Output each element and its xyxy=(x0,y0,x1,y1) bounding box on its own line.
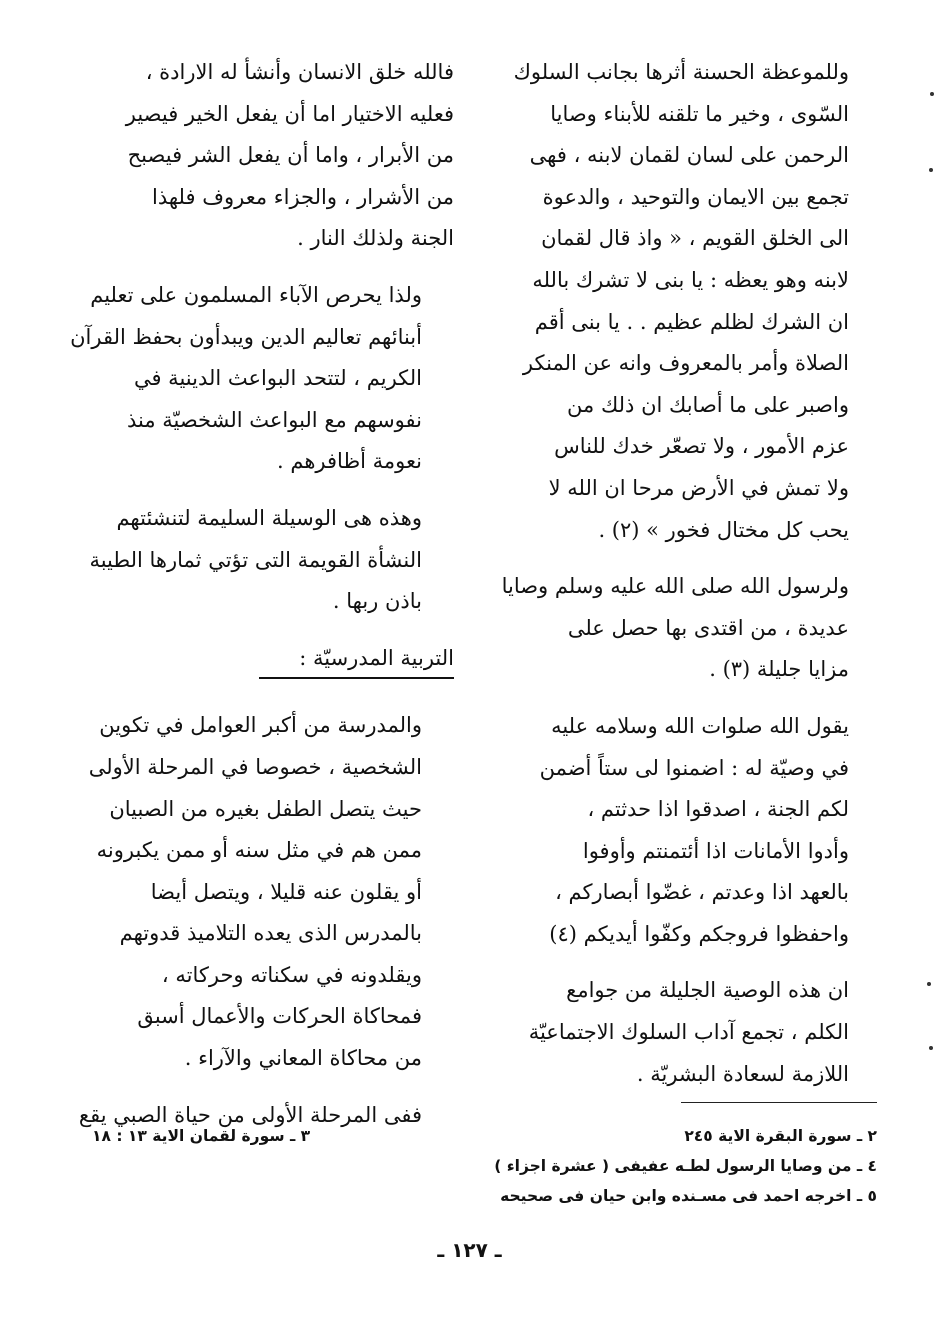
text-line: نعومة أظافرهم . xyxy=(277,449,422,474)
scan-speck xyxy=(929,1046,933,1050)
paragraph xyxy=(70,275,454,483)
paragraph xyxy=(513,52,881,551)
text-line: ولرسول الله صلى الله عليه وسلم وصايا xyxy=(501,574,849,599)
text-line: الجنة ولذلك النار . xyxy=(297,226,454,251)
text-line: الى الخلق القويم ، « واذ قال لقمان xyxy=(541,226,849,251)
text-line: فالله خلق الانسان وأنشأ له الارادة ، xyxy=(145,60,454,84)
page-number: ـ ١٢٧ ـ xyxy=(437,1238,502,1262)
right-column xyxy=(501,52,881,1110)
text-line: يقول الله صلوات الله وسلامه عليه xyxy=(551,713,849,738)
text-line: اللازمة لسعادة البشريّة . xyxy=(636,1061,849,1086)
paragraph xyxy=(501,566,881,691)
text-line: ان الشرك لظلم عظيم . . يا بنى أقم xyxy=(534,309,849,334)
footnote: ٤ ـ من وصايا الرسول لطـه عفيفى ( عشرة اجزاء ) xyxy=(494,1157,877,1175)
text-line: الكريم ، لتتحد البواعث الدينية في xyxy=(133,366,422,391)
footnotes-right xyxy=(494,1121,877,1211)
text-line: عديدة ، من اقتدى بها حصل على xyxy=(567,615,849,640)
paragraph xyxy=(86,498,454,623)
text-line: من الأشرار ، والجزاء معروف فلهذا xyxy=(152,184,454,209)
text-line: فعليه الاختيار اما أن يفعل الخير فيصير xyxy=(125,101,454,126)
text-line: الصلاة وأمر بالمعروف وانه عن المنكر xyxy=(522,351,849,376)
text-line: يحب كل مختال فخور » (٢) . xyxy=(598,517,849,542)
text-line: ولذا يحرص الآباء المسلمون على تعليم xyxy=(90,282,422,307)
scan-speck xyxy=(930,92,934,96)
footnote-divider xyxy=(681,1102,877,1103)
scan-speck xyxy=(927,982,931,986)
text-line: الكلم ، تجمع آداب السلوك الاجتماعيّة xyxy=(528,1020,849,1045)
text-line: نفوسهم مع البواعث الشخصيّة منذ xyxy=(126,407,422,432)
text-line: لكم الجنة ، اصدقوا اذا حدثتم ، xyxy=(587,797,849,822)
scan-speck xyxy=(929,168,933,172)
section-heading: التربية المدرسيّة : xyxy=(259,641,454,679)
text-line: السّوى ، وخير ما تلقنه للأبناء وصايا xyxy=(550,101,849,126)
text-line: لابنه وهو يعظه : يا بنى لا تشرك بالله xyxy=(532,267,849,292)
left-column xyxy=(70,52,454,1151)
text-line: بالمدرس الذى يعده التلاميذ قدوتهم xyxy=(119,921,422,946)
footnote: ٥ ـ اخرجه احمد فى مسـنده وابن حيان فى صحيحه xyxy=(500,1187,877,1205)
text-line: الشخصية ، خصوصا في المرحلة الأولى xyxy=(88,754,422,779)
text-line: ان هذه الوصية الجليلة من جوامع xyxy=(566,978,849,1003)
text-line: أو يقلون عنه قليلا ، ويتصل أيضا xyxy=(150,879,422,904)
text-line: باذن ربها . xyxy=(332,589,422,614)
paragraph xyxy=(516,706,881,956)
text-line: ولا تمش في الأرض مرحا ان الله لا xyxy=(548,475,849,500)
text-line: واحفظوا فروجكم وكفّوا أيديكم (٤) xyxy=(549,921,849,946)
text-line: وهذه هى الوسيلة السليمة لتنشئتهم xyxy=(116,505,422,530)
text-line: في وصيّة له : اضمنوا لى ستاً أضمن xyxy=(539,755,849,780)
paragraph xyxy=(86,705,454,1079)
text-line: ويقلدونه في سكناته وحركاته ، xyxy=(161,962,422,987)
text-line: عزم الأمور ، ولا تصعّر خدك للناس xyxy=(554,434,849,459)
text-line: ممن هم في مثل سنه أو ممن يكبرونه xyxy=(96,838,422,863)
text-line: ففى المرحلة الأولى من حياة الصبي يقع xyxy=(78,1102,422,1127)
text-line: حيث يتصل الطفل بغيره من الصبيان xyxy=(109,796,422,821)
footnote: ٣ ـ سورة لقمان الاية ١٣ : ١٨ xyxy=(92,1127,311,1145)
text-line: فمحاكاة الحركات والأعمال أسبق xyxy=(137,1004,422,1029)
text-line: واصبر على ما أصابك ان ذلك من xyxy=(567,392,849,417)
paragraph xyxy=(516,970,881,1095)
text-line: من الأبرار ، واما أن يفعل الشر فيصبح xyxy=(127,143,454,168)
text-line: مزايا جليلة (٣) . xyxy=(709,657,849,682)
text-line: والمدرسة من أكبر العوامل في تكوين xyxy=(99,713,422,738)
text-line: وأدوا الأمانات اذا أئتمنتم وأوفوا xyxy=(582,838,849,863)
text-line: بالعهد اذا وعدتم ، غضّوا أبصاركم ، xyxy=(555,880,849,905)
text-line: تجمع بين الايمان والتوحيد ، والدعوة xyxy=(542,184,849,209)
text-line: من محاكاة المعاني والآراء . xyxy=(184,1046,422,1071)
text-line: النشأة القويمة التى تؤتي ثمارها الطيبة xyxy=(89,547,422,572)
section-heading-wrapper xyxy=(86,638,454,680)
paragraph xyxy=(86,52,454,260)
footnotes-left xyxy=(92,1121,310,1151)
text-line: الرحمن على لسان لقمان لابنه ، فهى xyxy=(529,143,849,168)
text-line: وللموعظة الحسنة أثرها بجانب السلوك xyxy=(513,60,849,84)
text-line: أبنائهم تعاليم الدين ويبدأون بحفظ القرآن xyxy=(70,324,422,349)
footnote: ٢ ـ سورة البقرة الاية ٢٤٥ xyxy=(684,1127,877,1145)
